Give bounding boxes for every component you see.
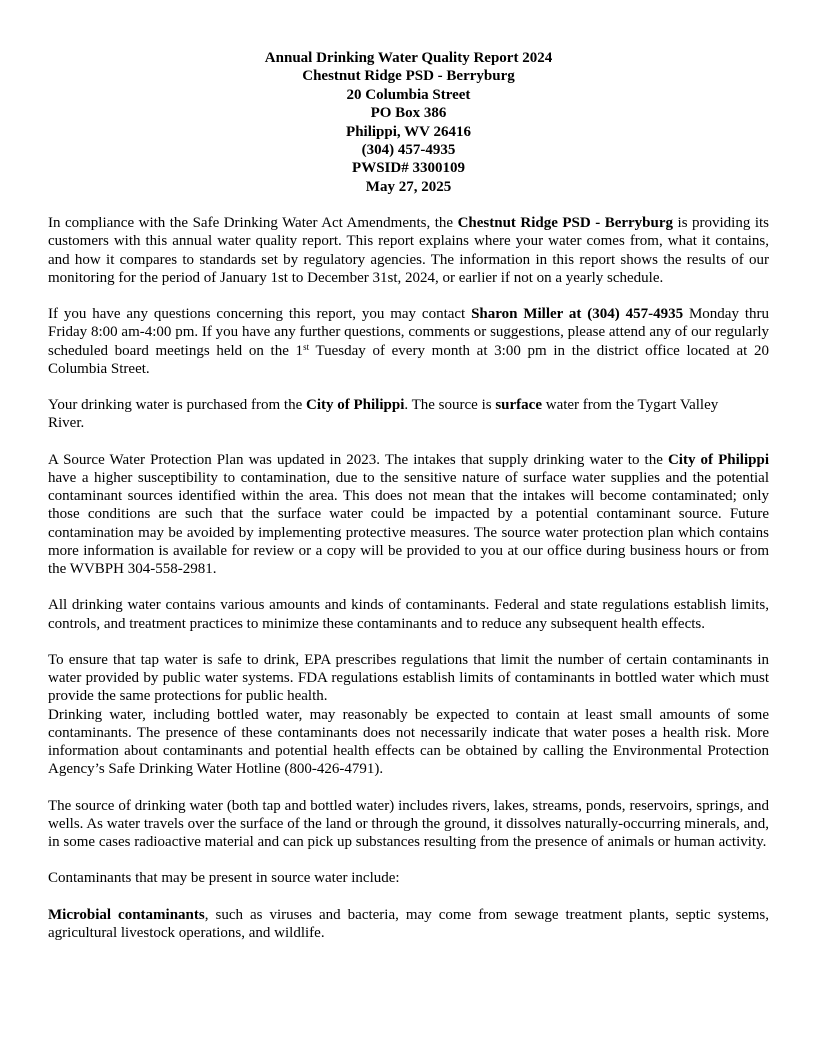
protection-text-end: have a higher susceptibility to contamination, due to the sensitive nature of surface water supplies and the potential contaminant sources identified within the area. This does not mean that the intakes will become contaminated; only those conditions are such that the surface water could be impacted by a potential contaminant source. Future contamination may be avoided by implementing protective measures. The source water protection plan which contains more information is available for review or a copy will be provided to you at our office during business hours or from the WVBPH 304-558-2981. xyxy=(48,470,769,578)
pwsid: PWSID# 3300109 xyxy=(352,160,465,177)
protection-text-start: A Source Water Protection Plan was updated in 2023. The intakes that supply drinking water to the xyxy=(48,451,668,468)
phone-number: (304) 457-4935 xyxy=(361,142,456,159)
microbial-text: , such as viruses and bacteria, may come from sewage treatment plants, septic systems, agricultural livestock operations, and wildlife. xyxy=(48,906,769,942)
contact-person: Sharon Miller at (304) 457-4935 xyxy=(471,306,684,323)
contact-text-middle: Monday thru Friday 8:00 am-4:00 pm. If you have any further questions, comments or suggestions, please attend any of our regularly scheduled board meetings held on the 1 xyxy=(48,306,769,359)
report-header xyxy=(48,49,769,196)
source-text-start: Your drinking water is purchased from the xyxy=(48,397,307,414)
sources-paragraph: The source of drinking water (both tap and bottled water) includes rivers, lakes, streams, ponds, reservoirs, springs, and wells. As water travels over the surface of the land or through the ground, it dissolves naturally-occurring minerals, and, in some cases radioactive material and can pick up substances resulting from the presence of animals or human activity. xyxy=(48,797,769,851)
report-title: Annual Drinking Water Quality Report 2024 xyxy=(264,50,553,66)
microbial-heading: Microbial contaminants xyxy=(48,906,205,923)
street-address: 20 Columbia Street xyxy=(346,86,471,103)
contact-text-end: Tuesday of every month at 3:00 pm in the district office located at 20 Columbia Street. xyxy=(48,342,769,377)
contact-paragraph xyxy=(48,305,769,378)
city-state-zip: Philippi, WV 26416 xyxy=(346,123,471,140)
supplier-name-inline: City of Philippi xyxy=(667,451,769,468)
source-paragraph xyxy=(48,396,769,432)
source-text-end: water from the Tygart Valley River. xyxy=(48,397,719,432)
ordinal-suffix: st xyxy=(303,341,310,352)
bottled-water-paragraph: Drinking water, including bottled water, may reasonably be expected to contain at least small amounts of some contaminants. The presence of these contaminants does not necessarily indicate that water poses a health risk. More information about contaminants and potential health effects can be obtained by calling the Environmental Protection Agency’s Safe Drinking Water Hotline (800-426-4791). xyxy=(48,706,769,778)
microbial-paragraph xyxy=(48,906,769,942)
compliance-text-end: is providing its customers with this annual water quality report. This report explains where your water comes from, what it contains, and how it compares to standards set by regulatory agencies. The information in this report shows the results of our monitoring for the period of January 1st to December 31st, 2024, or earlier if not on a yearly schedule. xyxy=(48,215,770,286)
contaminants-intro: Contaminants that may be present in source water include: xyxy=(48,870,400,887)
source-type: surface xyxy=(495,397,542,414)
utility-name: Chestnut Ridge PSD - Berryburg xyxy=(302,68,515,85)
supplier-name: City of Philippi xyxy=(306,397,405,414)
po-box: PO Box 386 xyxy=(370,105,447,122)
report-date: May 27, 2025 xyxy=(365,178,452,195)
utility-name-inline: Chestnut Ridge PSD - Berryburg xyxy=(457,215,674,232)
contact-text-start: If you have any questions concerning this report, you may contact xyxy=(48,306,472,323)
report-page xyxy=(48,49,769,960)
compliance-paragraph xyxy=(48,214,769,287)
compliance-text-start: In compliance with the Safe Drinking Water Act Amendments, the xyxy=(48,215,458,232)
all-water-paragraph: All drinking water contains various amounts and kinds of contaminants. Federal and state regulations establish limits, controls, and treatment practices to minimize these contaminants and to reduce any subsequent health effects. xyxy=(48,597,769,632)
source-text-middle: . The source is xyxy=(404,397,496,414)
epa-paragraph: To ensure that tap water is safe to drink, EPA prescribes regulations that limit the number of certain contaminants in water provided by public water systems. FDA regulations establish limits of contaminants in bottled water which must provide the same protections for public health. xyxy=(48,652,769,705)
protection-paragraph xyxy=(48,451,769,578)
